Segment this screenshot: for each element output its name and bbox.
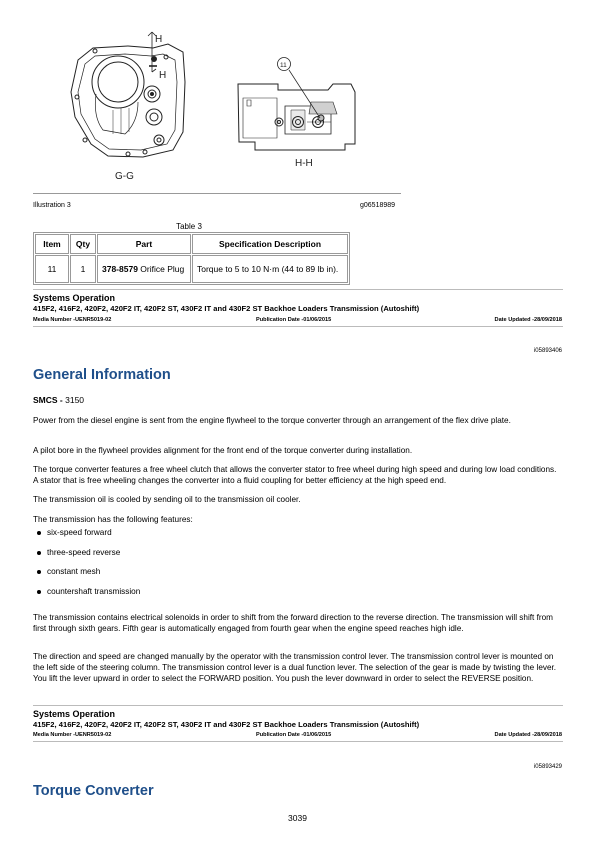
bullet-icon (37, 590, 41, 594)
paragraph: The transmission oil is cooled by sending oil to the transmission oil cooler. (33, 495, 301, 504)
bullet-icon (37, 551, 41, 555)
bullet-icon (37, 570, 41, 574)
section-heading: Torque Converter (33, 783, 154, 799)
publication-date: Publication Date -01/06/2015 (256, 317, 332, 323)
table-header-row (35, 234, 348, 254)
publication-date: Publication Date -01/06/2015 (256, 732, 332, 738)
part-number-link[interactable]: 378-8579 (102, 264, 138, 274)
section-label-h-bottom: H (159, 70, 167, 81)
list-item (33, 528, 140, 548)
col-header-item: Item (35, 234, 69, 254)
date-updated: Date Updated -28/09/2018 (494, 732, 562, 738)
paragraph: The direction and speed are changed manually by the operator with the transmission control lever. The transmission control lever is mounted on the left side of the steering column. The transmission control lever is a dual function lever. The selection of the gear is made by twisting the lever. You lift the lever upward in order to select the FORWARD position. You push the lever downward in order to select the REVERSE position. (33, 652, 557, 683)
feature-list (33, 528, 140, 606)
paragraph: The transmission contains electrical solenoids in order to shift from the forward direction to the reverse direction. The transmission will shift from first through sixth gears. Fifth gear is automatically engaged from fourth gear when the engine speed reaches high idle. (33, 613, 553, 633)
header-divider-bottom (33, 326, 563, 327)
smcs-value: 3150 (65, 395, 85, 405)
callout-number: 11 (280, 62, 287, 69)
manual-subtitle: 415F2, 416F2, 420F2, 420F2 IT, 420F2 ST, 430F2 IT and 430F2 ST Backhoe Loaders Transmission (Autoshift) (33, 304, 420, 313)
view-label-gg: G-G (115, 171, 134, 182)
view-label-hh: H-H (295, 158, 313, 169)
list-item-text: countershaft transmission (47, 586, 141, 596)
manual-subtitle: 415F2, 416F2, 420F2, 420F2 IT, 420F2 ST, 430F2 IT and 430F2 ST Backhoe Loaders Transmission (Autoshift) (33, 720, 420, 729)
col-header-qty: Qty (70, 234, 96, 254)
smcs-code (33, 395, 84, 405)
col-header-spec: Specification Description (192, 234, 348, 254)
illustration-caption: Illustration 3 (33, 202, 71, 209)
list-item-text: six-speed forward (47, 528, 112, 537)
paragraph: A pilot bore in the flywheel provides alignment for the front end of the torque converter during installation. (33, 446, 413, 455)
part-name: Orifice Plug (137, 264, 185, 274)
cell-spec: Torque to 5 to 10 N·m (44 to 89 lb in). (192, 255, 348, 283)
smcs-label: SMCS - (33, 395, 66, 405)
cell-qty: 1 (70, 255, 96, 283)
header-divider-bottom (33, 741, 563, 742)
document-id: i05893429 (533, 764, 562, 770)
date-updated: Date Updated -28/09/2018 (494, 317, 562, 323)
graphic-id: g06518989 (360, 202, 396, 209)
spec-table (33, 232, 350, 285)
systems-operation-title: Systems Operation (33, 709, 116, 719)
cell-item: 11 (35, 255, 69, 283)
paragraph: The transmission has the following features: (33, 515, 193, 524)
table-title: Table 3 (176, 222, 202, 231)
header-divider-top (33, 289, 563, 290)
systems-operation-title: Systems Operation (33, 293, 116, 303)
col-header-part: Part (97, 234, 191, 254)
list-item (33, 548, 140, 568)
header-divider-top (33, 705, 563, 706)
media-number: Media Number -UENR5019-02 (33, 732, 112, 738)
media-number: Media Number -UENR5019-02 (33, 317, 112, 323)
page-number: 3039 (288, 813, 307, 823)
paragraph: The torque converter features a free wheel clutch that allows the converter stator to free wheel during high speed and during low load conditions. A stator that is free wheeling changes the converter into a fluid coupling for better efficiency at the high speed end. (33, 465, 557, 485)
document-id: i05893406 (533, 348, 562, 354)
list-item-text: three-speed reverse (47, 547, 121, 557)
illustration-divider (33, 193, 401, 194)
list-item (33, 587, 140, 607)
paragraph: Power from the diesel engine is sent from the engine flywheel to the torque converter through an arrangement of the flex drive plate. (33, 416, 511, 425)
section-heading: General Information (33, 367, 171, 383)
section-label-h-top: H (155, 34, 163, 45)
bullet-icon (37, 531, 41, 535)
cell-part (97, 255, 191, 283)
list-item-text: constant mesh (47, 567, 101, 576)
table-row (35, 255, 348, 283)
list-item (33, 567, 140, 587)
transmission-section-drawing (33, 22, 401, 187)
illustration-3 (33, 22, 401, 187)
